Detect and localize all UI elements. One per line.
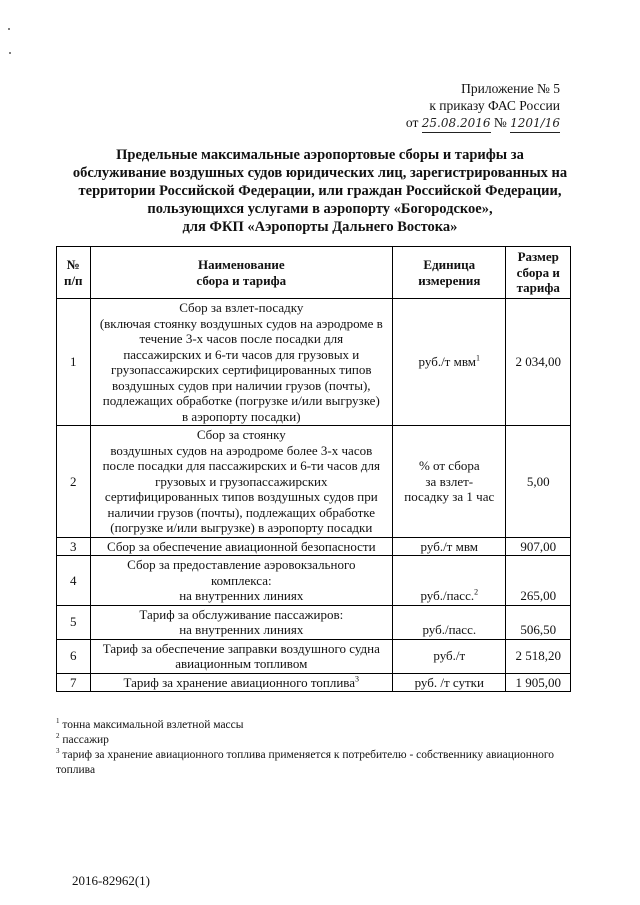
row-name [90,639,393,673]
row-unit [393,299,506,426]
footnote-mark: 3 [56,747,60,756]
row-value: 265,00 [506,556,571,606]
row-name-line: Сбор за стоянку [196,427,286,442]
footnotes [56,718,576,778]
row-unit: руб./т [393,639,506,673]
title-line: Предельные максимальные аэропортовые сборы и тарифы за [116,147,524,163]
footnote-3 [56,748,576,763]
row-name-line: Тариф за обслуживание пассажиров: [139,606,344,622]
appendix-order-ref: к приказу ФАС России [429,98,560,113]
handwritten-date: 25.08.2016 [422,115,491,133]
row-name-line: Сбор за предоставление аэровокзального [127,557,356,572]
header-size-line: сбора и [516,264,560,280]
fees-table [56,246,571,692]
footnote-text: пассажир [62,734,109,746]
header-num-line: № [66,257,80,272]
row-name: Сбор за обеспечение авиационной безопасности [90,537,393,556]
title-line: обслуживание воздушных судов юридических лиц, зарегистрированных на [72,165,568,181]
row-name-line: подлежащих обработке (погрузке и/или выгрузке) [102,393,380,408]
row-unit-line: % от сбора [418,458,480,473]
row-unit-line: за взлет- [425,473,474,489]
header-unit-line: Единица [423,257,476,272]
footnote-text: тонна максимальной взлетной массы [62,719,244,731]
header-unit-line: измерения [418,272,481,288]
scan-speck [9,52,11,54]
appendix-number: Приложение № 5 [461,81,560,96]
row-name-line: авиационным топливом [175,656,308,671]
document-title [60,146,580,236]
header-size-line: тарифа [516,280,560,296]
row-num: 4 [57,556,91,606]
row-unit: руб./т мвм [393,537,506,556]
row-name [90,605,393,639]
table-row [57,299,571,426]
row-name-line: (погрузке и/или выгрузке) в аэропорту посадки [110,520,373,535]
row-name-line: (включая стоянку воздушных судов на аэродроме в [99,315,383,331]
row-unit: руб./пасс. [393,605,506,639]
row-name [90,673,393,692]
header-num [57,247,91,299]
row-name-line: сертифицированных типов воздушных судов при [104,489,378,504]
row-name-line: течение 3-х часов после посадки для [139,331,344,346]
row-num: 7 [57,673,91,692]
row-name-line: Сбор за взлет-посадку [179,300,304,315]
footnote-2 [56,733,576,748]
row-unit-text: руб./т мвм [418,354,476,370]
date-prefix: от [405,115,419,130]
footnote-ref: 2 [474,587,479,597]
row-name [90,556,393,606]
row-num: 5 [57,605,91,639]
row-unit-line: посадку за 1 час [404,489,495,504]
table-row [57,537,571,556]
footnote-ref: 3 [355,674,360,684]
row-name-line: Тариф за обеспечение заправки воздушного судна [102,640,380,656]
appendix-header [406,80,560,133]
row-unit: руб. /т сутки [393,673,506,692]
table-row [57,556,571,606]
row-name-line: на внутренних линиях [179,588,304,603]
footnote-ref: 1 [475,353,480,363]
row-name-line: на внутренних линиях [179,622,304,637]
header-name-line: сбора и тарифа [196,272,287,288]
row-value: 5,00 [506,426,571,538]
row-num: 2 [57,426,91,538]
scan-speck [8,28,10,30]
row-name-line: грузовых и грузопассажирских [155,473,328,489]
title-line: для ФКП «Аэропорты Дальнего Востока» [182,219,458,235]
row-value: 506,50 [506,605,571,639]
row-num: 1 [57,299,91,426]
row-unit [393,556,506,606]
row-num: 6 [57,639,91,673]
row-value: 907,00 [506,537,571,556]
row-value: 2 034,00 [506,299,571,426]
table-row [57,639,571,673]
title-line: пользующихся услугами в аэропорту «Богородское», [147,201,493,217]
footnote-mark: 1 [56,717,60,726]
header-size [506,247,571,299]
table-row [57,426,571,538]
footnote-1 [56,718,576,733]
header-unit [393,247,506,299]
header-name [90,247,393,299]
row-unit-text: руб./пасс. [420,588,475,603]
row-name [90,426,393,538]
table-row [57,605,571,639]
row-unit [393,426,506,538]
title-line: территории Российской Федерации, или граждан Российской Федерации, [78,183,562,199]
appendix-date-line [406,114,560,133]
footnote-text: тариф за хранение авиационного топлива применяется к потребителю - собственнику авиационного [62,749,555,761]
document-number: 2016-82962(1) [72,873,150,888]
footnote-mark: 2 [56,732,60,741]
handwritten-order-number: 1201/16 [510,115,560,133]
row-num: 3 [57,537,91,556]
table-header-row [57,247,571,299]
row-value: 1 905,00 [506,673,571,692]
row-name-line: воздушных судов на аэродроме более 3-х часов [110,442,373,458]
row-name-line: воздушных судов при наличии грузов (почты), [112,377,371,393]
row-name-line: грузопассажирских сертифицированных типов [111,362,372,377]
header-name-line: Наименование [197,257,285,272]
table-row [57,673,571,692]
header-size-line: Размер [517,249,559,265]
row-value: 2 518,20 [506,639,571,673]
row-name [90,299,393,426]
number-prefix: № [493,115,507,130]
header-num-line: п/п [63,272,83,288]
footnote-3-cont: топлива [56,764,96,776]
row-name-line: после посадки для пассажирских и 6-ти часов для [102,458,380,473]
row-name-text: Тариф за хранение авиационного топлива [123,674,356,690]
row-name-line: комплекса: [210,572,272,588]
row-name-line: пассажирских и 6-ти часов для грузовых и [123,346,360,362]
row-name-line: наличии грузов (почты), подлежащих обработке [107,504,376,520]
row-name-line: в аэропорту посадки) [182,408,301,424]
